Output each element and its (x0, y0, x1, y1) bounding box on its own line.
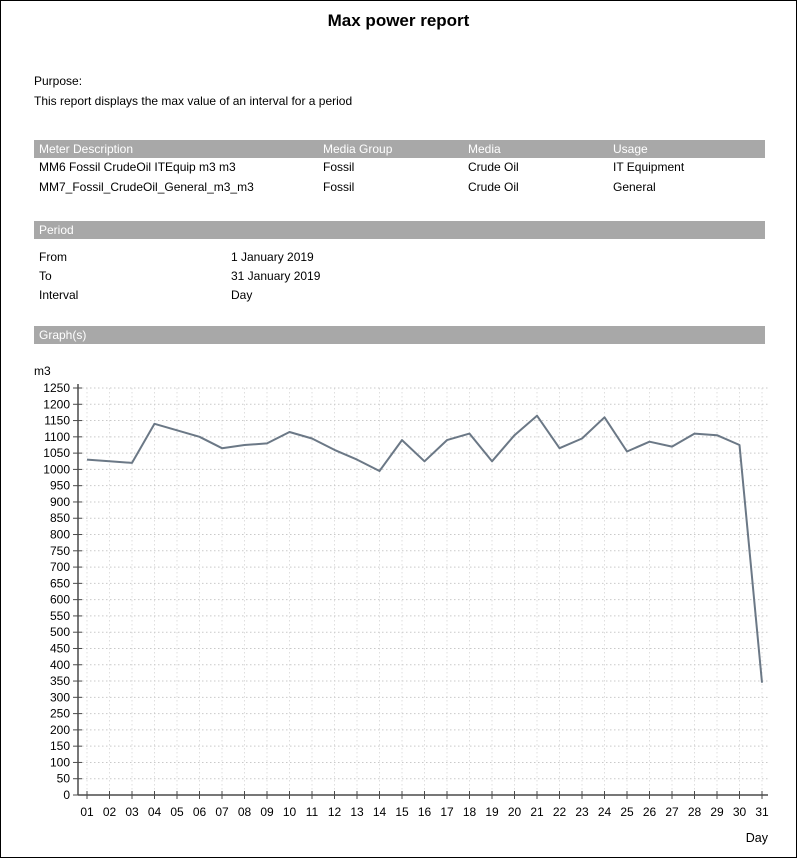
y-tick-label: 250 (49, 706, 70, 721)
period-label: To (39, 269, 52, 283)
y-tick-label: 1200 (43, 397, 70, 412)
y-tick-label: 850 (49, 511, 70, 526)
purpose-section (34, 71, 763, 111)
y-tick-label: 350 (49, 674, 70, 689)
x-tick-label: 26 (642, 805, 657, 819)
y-tick-label: 0 (63, 788, 70, 802)
period-header: Period (34, 221, 765, 239)
report-title: Max power report (327, 11, 470, 30)
y-tick-label: 50 (56, 771, 70, 786)
x-tick-label: 19 (485, 805, 499, 819)
y-tick-label: 150 (49, 739, 70, 754)
y-tick-label: 750 (49, 543, 70, 558)
meter-table-header (34, 140, 765, 158)
graphs-header: Graph(s) (34, 326, 765, 344)
chart-container (34, 380, 796, 855)
x-tick-label: 31 (755, 805, 769, 819)
column-header-media: Media (468, 142, 501, 156)
x-tick-label: 24 (597, 805, 612, 819)
x-tick-label: 03 (125, 805, 139, 819)
x-tick-label: 08 (237, 805, 252, 819)
period-row-to (39, 267, 765, 286)
x-tick-label: 18 (462, 805, 477, 819)
x-tick-label: 13 (350, 805, 364, 819)
x-tick-label: 20 (507, 805, 522, 819)
y-axis-unit-label: m3 (34, 364, 51, 378)
x-tick-label: 16 (417, 805, 432, 819)
x-tick-label: 09 (260, 805, 274, 819)
y-tick-label: 200 (49, 722, 70, 737)
line-chart (34, 380, 771, 850)
y-tick-label: 400 (49, 657, 70, 672)
y-tick-label: 1100 (44, 429, 70, 444)
y-tick-label: 1150 (44, 413, 70, 428)
x-tick-label: 27 (665, 805, 679, 819)
x-tick-label: 30 (732, 805, 747, 819)
table-row (34, 178, 765, 198)
x-tick-label: 22 (552, 805, 567, 819)
cell-media-group: Fossil (323, 160, 355, 174)
x-tick-label: 23 (575, 805, 589, 819)
x-tick-label: 01 (80, 805, 94, 819)
period-value: Day (231, 288, 253, 302)
y-tick-label: 550 (49, 608, 70, 623)
y-tick-label: 650 (49, 576, 70, 591)
column-header-meter-description: Meter Description (39, 142, 134, 156)
x-tick-label: 06 (192, 805, 207, 819)
cell-media: Crude Oil (468, 160, 519, 174)
period-row-from (39, 248, 765, 267)
y-tick-label: 100 (49, 755, 70, 770)
y-tick-label: 500 (49, 625, 70, 640)
x-tick-label: 11 (305, 805, 319, 819)
x-tick-label: 12 (327, 805, 342, 819)
period-rows (1, 248, 796, 305)
y-tick-label: 1250 (43, 381, 70, 395)
x-tick-label: 10 (282, 805, 297, 819)
y-tick-label: 450 (49, 641, 70, 656)
y-tick-label: 1050 (43, 446, 70, 461)
y-tick-label: 1000 (43, 462, 70, 477)
x-tick-label: 15 (395, 805, 409, 819)
y-tick-label: 800 (49, 527, 70, 542)
x-tick-label: 02 (102, 805, 117, 819)
cell-meter-description: MM7_Fossil_CrudeOil_General_m3_m3 (39, 179, 254, 194)
cell-meter-description: MM6 Fossil CrudeOil ITEquip m3 m3 (39, 160, 236, 174)
cell-media: Crude Oil (468, 179, 519, 194)
period-label: From (39, 250, 67, 264)
x-tick-label: 04 (147, 805, 162, 819)
x-tick-label: 28 (687, 805, 702, 819)
x-tick-label: 29 (710, 805, 724, 819)
cell-media-group: Fossil (323, 179, 355, 194)
column-header-usage: Usage (613, 142, 648, 156)
period-label: Interval (39, 288, 79, 302)
y-tick-label: 950 (49, 478, 70, 493)
table-row (34, 158, 765, 178)
x-tick-label: 17 (440, 805, 454, 819)
x-tick-label: 05 (170, 805, 184, 819)
purpose-label: Purpose: (34, 74, 83, 88)
x-tick-label: 25 (620, 805, 634, 819)
x-tick-label: 21 (530, 805, 544, 819)
cell-usage: IT Equipment (613, 160, 685, 174)
x-tick-label: 07 (215, 805, 229, 819)
purpose-text: This report displays the max value of an interval for a period (34, 94, 353, 108)
x-tick-label: 14 (372, 805, 387, 819)
y-tick-label: 600 (49, 592, 70, 607)
period-value: 31 January 2019 (231, 269, 321, 283)
column-header-media-group: Media Group (323, 142, 393, 156)
x-axis-title: Day (745, 831, 768, 845)
cell-usage: General (613, 179, 656, 194)
y-tick-label: 700 (49, 560, 70, 575)
period-row-interval (39, 286, 765, 305)
period-value: 1 January 2019 (231, 250, 314, 264)
y-tick-label: 900 (49, 494, 70, 509)
y-tick-label: 300 (49, 690, 70, 705)
